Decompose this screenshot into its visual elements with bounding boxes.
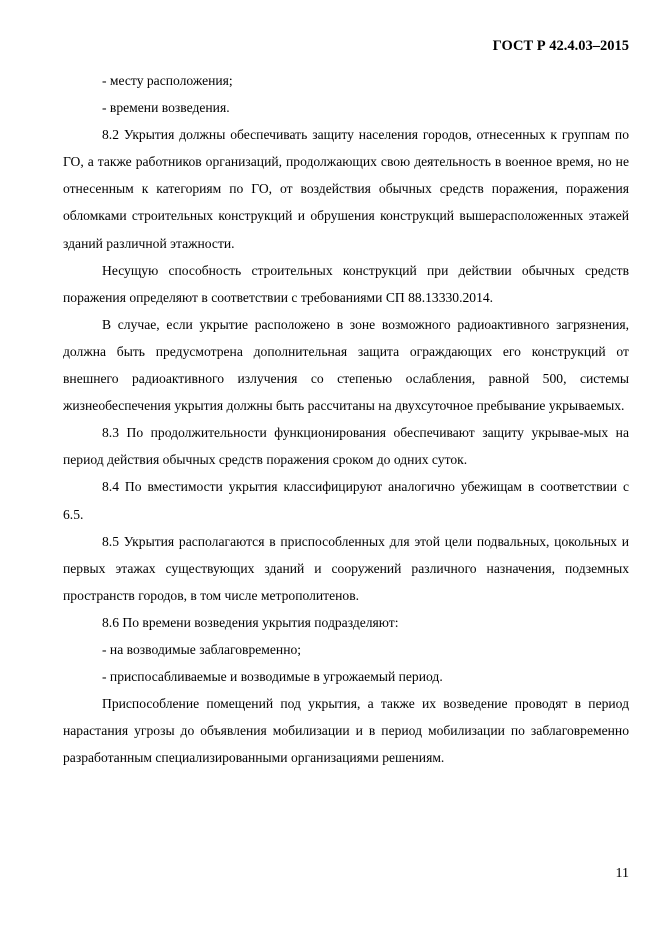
document-body <box>63 67 629 771</box>
document-id-header: ГОСТ Р 42.4.03–2015 <box>492 38 629 54</box>
list-item: - месту расположения; <box>102 73 233 88</box>
paragraph: 8.5 Укрытия располагаются в приспособленных для этой цели подвальных, цокольных и первых этажах существующих зданий и сооружений различного назначения, подземных пространств городов, в том числе метрополитенов. <box>63 533 629 603</box>
list-item: - времени возведения. <box>102 100 230 116</box>
list-item: - приспосабливаемые и возводимые в угрожаемый период. <box>102 669 443 685</box>
paragraph: Несущую способность строительных конструкций при действии обычных средств поражения определяют в соответствии с требованиями СП 88.13330.2014. <box>63 262 629 305</box>
section-lead: 8.6 По времени возведения укрытия подразделяют: <box>102 614 399 630</box>
paragraph: 8.4 По вместимости укрытия классифицируют аналогично убежищам в соответствии с 6.5. <box>63 479 629 522</box>
list-item: - на возводимые заблаговременно; <box>102 641 302 657</box>
paragraph: Приспособление помещений под укрытия, а также их возведение проводят в период нарастания угрозы до объявления мобилизации и в период мобилизации по заблаговременно разработанным специализированными организациями решениям. <box>63 696 629 766</box>
paragraph: В случае, если укрытие расположено в зоне возможного радиоактивного загрязнения, должна быть предусмотрена дополнительная защита ограждающих его конструкций от внешнего радиоактивного излучения со степенью ослабления, равной 500, системы жизнеобеспечения укрытия должны быть рассчитаны на двухсуточное пребывание укрываемых. <box>63 316 629 414</box>
paragraph: 8.2 Укрытия должны обеспечивать защиту населения городов, отнесенных к группам по ГО, а также работников организаций, продолжающих свою деятельность в военное время, но не отнесенным к категориям по ГО, от воздействия обычных средств поражения, поражения обломками строительных конструкций и обрушения конструкций вышерасположенных этажей зданий различной этажности. <box>63 127 629 251</box>
paragraph: 8.3 По продолжительности функционирования обеспечивают защиту укрывае-мых на период действия обычных средств поражения сроком до одних суток. <box>63 425 629 468</box>
page-number: 11 <box>615 866 629 881</box>
